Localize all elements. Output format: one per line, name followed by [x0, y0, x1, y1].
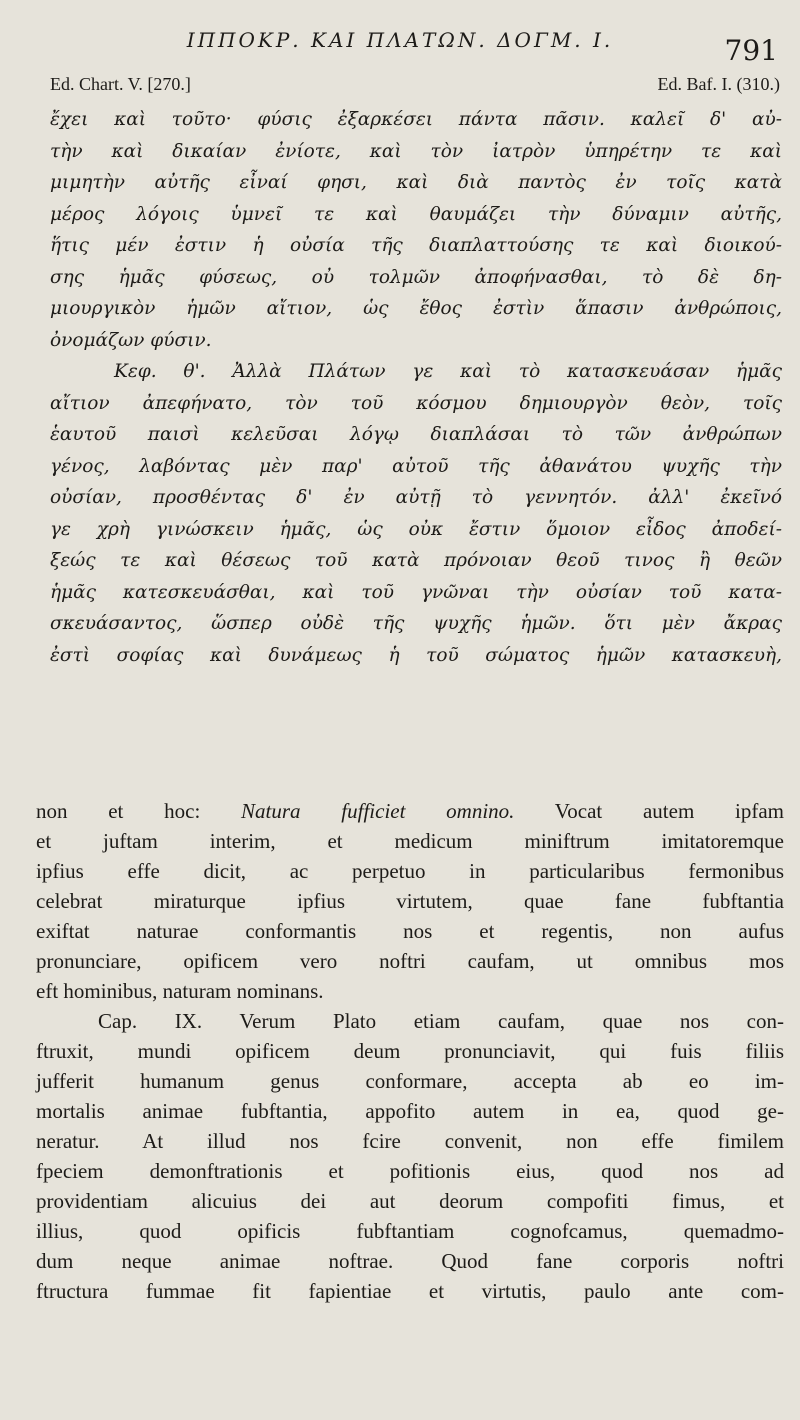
latin-first-line	[36, 796, 784, 826]
greek-line: ἥτις μέν ἐστιν ἡ οὐσία τῆς διαπλαττούσης τε καὶ διοικού-	[50, 235, 782, 256]
greek-line: οὐσίαν, προσθέντας δ' ἐν αὐτῇ τὸ γεννητόν. ἀλλ' ἐκεῖνό	[50, 487, 782, 508]
latin-line: providentiam alicuius dei aut deorum compofiti fimus, et	[36, 1189, 784, 1213]
latin-line: eft hominibus, naturam nominans.	[36, 979, 324, 1003]
greek-line: αἴτιον ἀπεφήνατο, τὸν τοῦ κόσμου δημιουργὸν θεὸν, τοῖς	[50, 392, 782, 414]
page-number: 791	[724, 34, 778, 67]
latin-line: dum neque animae noftrae. Quod fane corporis noftri	[36, 1249, 784, 1273]
latin-line: exiftat naturae conformantis nos et regentis, non aufus	[36, 919, 784, 943]
greek-line: μιμητὴν αὐτῆς εἶναί φησι, καὶ διὰ παντὸς ἐν τοῖς κατὰ	[50, 172, 782, 193]
greek-line: ξεώς τε καὶ θέσεως τοῦ κατὰ πρόνοιαν θεοῦ τινος ἢ θεῶν	[50, 550, 782, 571]
greek-line: τὴν καὶ δικαίαν ἐνίοτε, καὶ τὸν ἰατρὸν ὑπηρέτην τε καὶ	[50, 140, 782, 162]
latin-line: fpeciem demonftrationis et pofitionis eius, quod nos ad	[36, 1159, 784, 1183]
running-head: ΙΠΠΟΚΡ. ΚΑΙ ΠΛΑΤΩΝ. ΔΟΓΜ. Ι.	[186, 28, 614, 52]
latin-line: pronunciare, opificem vero noftri caufam, ut omnibus mos	[36, 949, 784, 973]
greek-line: σης ἡμᾶς φύσεως, οὐ τολμῶν ἀποφήνασθαι, τὸ δὲ δη-	[50, 266, 782, 288]
greek-line: ὀνομάζων φύσιν.	[50, 329, 212, 351]
greek-line: μιουργικὸν ἡμῶν αἴτιον, ὡς ἔθος ἐστὶν ἅπασιν ἀνθρώποις,	[50, 298, 782, 319]
latin-line: ftructura fummae fit fapientiae et virtutis, paulo ante com-	[36, 1279, 784, 1303]
greek-line: ἔχει καὶ τοῦτο· φύσις ἐξαρκέσει πάντα πᾶσιν. καλεῖ δ' αὐ-	[50, 109, 782, 130]
latin-chapter-line: Cap. IX. Verum Plato etiam caufam, quae nos con-	[98, 1009, 784, 1033]
latin-line: jufferit humanum genus conformare, accepta ab eo im-	[36, 1069, 784, 1093]
greek-text-block	[50, 104, 782, 671]
greek-line: γε χρὴ γινώσκειν ἡμᾶς, ὡς οὐκ ἔστιν ὅμοιον εἶδος ἀποδεί-	[50, 518, 782, 540]
latin-line-end: Vocat autem ipfam	[554, 799, 785, 823]
greek-chapter-line: Κεφ. θ'. Ἀλλὰ Πλάτων γε καὶ τὸ κατασκευάσαν ἡμᾶς	[114, 361, 782, 382]
greek-line: σκευάσαντος, ὥσπερ οὐδὲ τῆς ψυχῆς ἡμῶν. ὅτι μὲν ἄκρας	[50, 613, 782, 634]
latin-line: mortalis animae fubftantia, appofito autem in ea, quod ge-	[36, 1099, 784, 1123]
latin-line: ipfius effe dicit, ac perpetuo in particularibus fermonibus	[36, 859, 784, 883]
latin-italic-quote: Natura fufficiet omnino.	[241, 799, 515, 823]
edition-right: Ed. Baf. I. (310.)	[657, 74, 780, 94]
edition-left: Ed. Chart. V. [270.]	[50, 74, 191, 94]
latin-line: ftruxit, mundi opificem deum pronunciavit, qui fuis filiis	[36, 1039, 784, 1063]
greek-line: μέρος λόγοις ὑμνεῖ τε καὶ θαυμάζει τὴν δύναμιν αὐτῆς,	[50, 203, 782, 225]
latin-line: neratur. At illud nos fcire convenit, non effe fimilem	[36, 1129, 784, 1153]
greek-line: ἑαυτοῦ παισὶ κελεῦσαι λόγῳ διαπλάσαι τὸ τῶν ἀνθρώπων	[50, 424, 782, 445]
greek-line: γένος, λαβόντας μὲν παρ' αὐτοῦ τῆς ἀθανάτου ψυχῆς τὴν	[50, 455, 782, 477]
edition-line	[50, 74, 780, 95]
latin-line: celebrat miraturque ipfius virtutem, quae fane fubftantia	[36, 889, 784, 913]
latin-line: illius, quod opificis fubftantiam cognofcamus, quemadmo-	[36, 1219, 784, 1243]
latin-text-block	[36, 796, 784, 1306]
latin-line-start: non et hoc:	[36, 799, 201, 823]
greek-line: ἐστὶ σοφίας καὶ δυνάμεως ἡ τοῦ σώματος ἡμῶν κατασκευὴ,	[50, 644, 782, 666]
greek-line: ἡμᾶς κατεσκευάσθαι, καὶ τοῦ γνῶναι τὴν οὐσίαν τοῦ κατα-	[50, 581, 782, 603]
latin-line: et juftam interim, et medicum miniftrum imitatoremque	[36, 829, 784, 853]
